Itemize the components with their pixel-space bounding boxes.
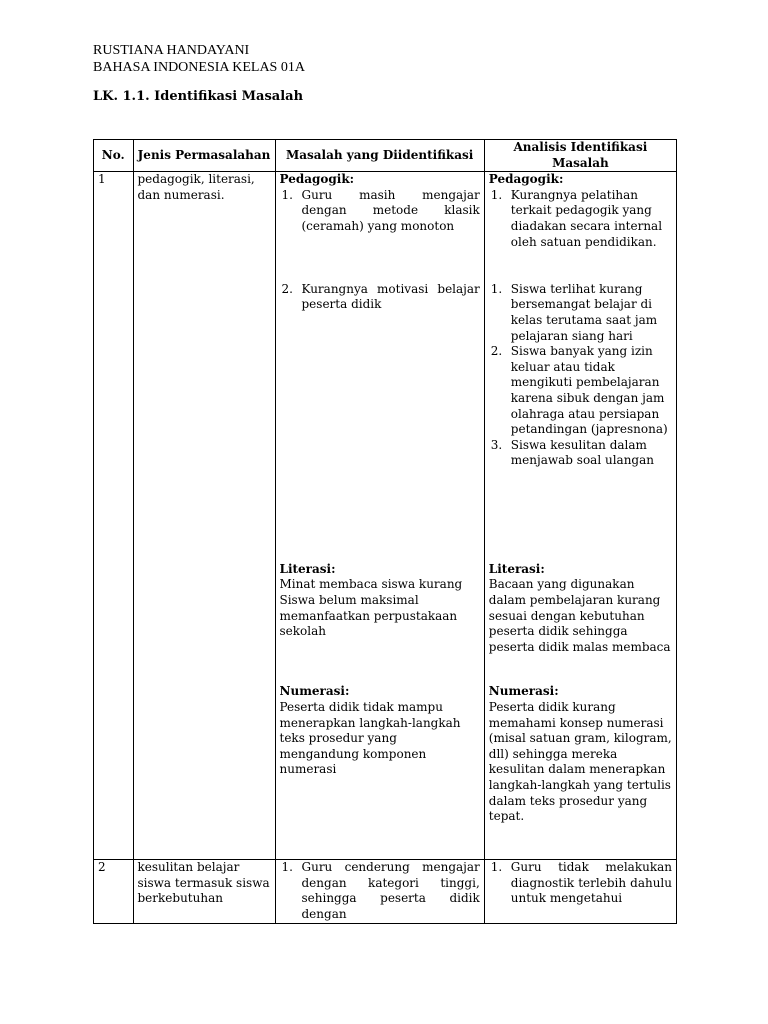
analysis-list bbox=[489, 860, 672, 907]
pedagogik-label: Pedagogik: bbox=[279, 172, 355, 187]
literasi-analysis: Bacaan yang digunakan dalam pembelajaran kurang sesuai dengan kebutuhan peserta didik sehingga peserta didik malas membaca bbox=[488, 577, 671, 654]
identified-problems-cell bbox=[275, 860, 484, 923]
list-item: 1. Kurangnya pelatihan terkait pedagogik yang diadakan secara internal oleh satuan pendidikan. bbox=[490, 187, 663, 249]
pedagogik-problem-list bbox=[280, 188, 480, 562]
numerasi-label: Numerasi: bbox=[279, 684, 350, 699]
document-header bbox=[93, 42, 305, 76]
header-analisis: Analisis Identifikasi Masalah bbox=[484, 140, 676, 172]
numerasi-analysis: Peserta didik kurang memahami konsep numerasi (misal satuan gram, kilogram, dll) sehingga mereka kesulitan dalam menerapkan langkah-langkah yang tertulis dalam teks prosedur yang tepat. bbox=[488, 699, 672, 824]
table-row bbox=[94, 172, 677, 860]
pedagogik-analysis-list-a bbox=[489, 188, 672, 282]
header-no: No. bbox=[94, 140, 134, 172]
list-item: 1. Siswa terlihat kurang bersemangat belajar di kelas terutama saat jam pelajaran siang hari bbox=[490, 281, 658, 343]
pedagogik-label: Pedagogik: bbox=[488, 172, 564, 187]
literasi-label: Literasi: bbox=[279, 561, 336, 576]
list-item: 1. Guru masih mengajar dengan metode klasik (ceramah) yang monoton bbox=[281, 187, 480, 233]
list-item: 2. Siswa banyak yang izin keluar atau tidak mengikuti pembelajaran karena sibuk dengan jam olahraga atau persiapan petandingan (japresnona) bbox=[490, 344, 668, 437]
class-name: BAHASA INDONESIA KELAS 01A bbox=[93, 60, 305, 75]
pedagogik-analysis-list-b bbox=[489, 282, 672, 562]
analysis-cell bbox=[484, 172, 676, 860]
row-number: 1 bbox=[94, 172, 134, 860]
numerasi-problem: Peserta didik tidak mampu menerapkan langkah-langkah teks prosedur yang mengandung komponen numerasi bbox=[279, 699, 461, 777]
list-item: 2. Kurangnya motivasi belajar peserta didik bbox=[281, 281, 480, 312]
identified-problems-cell bbox=[275, 172, 484, 860]
header-masalah: Masalah yang Diidentifikasi bbox=[275, 140, 484, 172]
numerasi-label: Numerasi: bbox=[488, 684, 559, 699]
list-item: 1. Guru cenderung mengajar dengan kategori tinggi, sehingga peserta didik dengan bbox=[281, 860, 480, 921]
literasi-label: Literasi: bbox=[488, 561, 545, 576]
problem-type: pedagogik, literasi, dan numerasi. bbox=[133, 172, 275, 860]
literasi-problem: Minat membaca siswa kurang Siswa belum maksimal memanfaatkan perpustakaan sekolah bbox=[279, 577, 463, 639]
worksheet-title: LK. 1.1. Identifikasi Masalah bbox=[93, 89, 304, 104]
problem-list bbox=[280, 860, 480, 922]
list-item: 1. Guru tidak melakukan diagnostik terlebih dahulu untuk mengetahui bbox=[490, 860, 672, 906]
problem-identification-table bbox=[93, 139, 677, 924]
list-item: 3. Siswa kesulitan dalam menjawab soal ulangan bbox=[490, 437, 654, 468]
table-row bbox=[94, 860, 677, 923]
problem-type: kesulitan belajar siswa termasuk siswa berkebutuhan bbox=[133, 860, 275, 923]
author-name: RUSTIANA HANDAYANI bbox=[93, 43, 250, 58]
row-number: 2 bbox=[94, 860, 134, 923]
table-header-row bbox=[94, 140, 677, 172]
analysis-cell bbox=[484, 860, 676, 923]
header-jenis: Jenis Permasalahan bbox=[133, 140, 275, 172]
